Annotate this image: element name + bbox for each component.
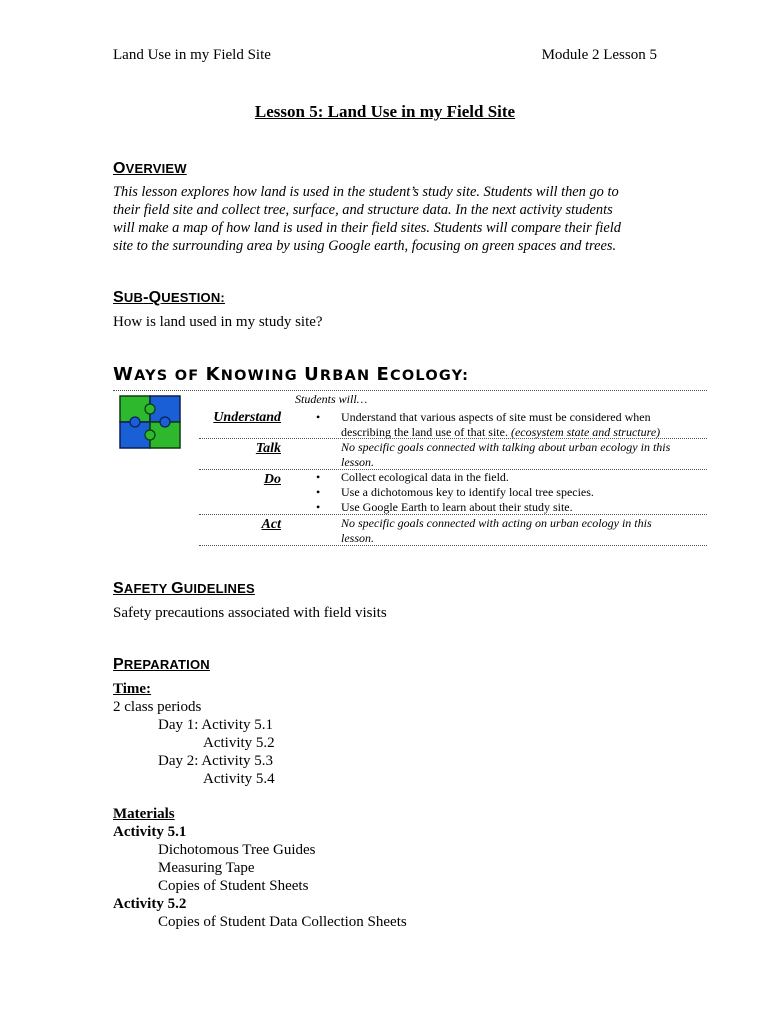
act-line: No specific goals connected with acting on urban ecology in this xyxy=(341,516,652,530)
overview-line: This lesson explores how land is used in the student’s study site. Students will then go to xyxy=(113,184,619,200)
class-periods: 2 class periods xyxy=(113,699,202,715)
preparation-heading: PREPARATION xyxy=(113,656,210,673)
act-text xyxy=(341,516,686,546)
understand-note: (ecosystem state and structure) xyxy=(510,425,661,439)
day1-activity-b: Activity 5.2 xyxy=(203,735,275,751)
bullet: • xyxy=(316,410,321,424)
do-item: Collect ecological data in the field. xyxy=(341,470,509,484)
understand-text xyxy=(341,410,686,440)
do-label: Do xyxy=(263,472,281,487)
overview-line: site to the surrounding area by using Google earth, focusing on green spaces and trees. xyxy=(113,238,617,254)
bullet: • xyxy=(316,485,321,499)
overview-line: will make a map of how land is used in their field sites. Students will compare their field xyxy=(113,220,621,236)
material-item: Measuring Tape xyxy=(158,860,255,876)
time-label: Time: xyxy=(113,681,152,697)
talk-line: No specific goals connected with talking about urban ecology in this xyxy=(341,440,671,454)
day2-activity-b: Activity 5.4 xyxy=(203,771,275,787)
day2-activity: Day 2: Activity 5.3 xyxy=(158,753,273,769)
row-divider xyxy=(199,438,707,439)
activity-5-1-label: Activity 5.1 xyxy=(113,824,187,840)
overview-text xyxy=(113,183,658,255)
sub-question-text: How is land used in my study site? xyxy=(113,314,323,330)
act-label: Act xyxy=(261,517,281,532)
talk-text xyxy=(341,440,686,470)
safety-heading: SAFETY GUIDELINES xyxy=(113,580,255,597)
act-line: lesson. xyxy=(341,531,374,545)
do-item: Use a dichotomous key to identify local tree species. xyxy=(341,485,594,499)
bullet: • xyxy=(316,470,321,484)
header-right: Module 2 Lesson 5 xyxy=(541,47,657,63)
sub-question-heading: SUB-QUESTION: xyxy=(113,289,225,306)
material-item: Copies of Student Data Collection Sheets xyxy=(158,914,407,930)
understand-line: describing the land use of that site. (ecosystem state and structure) xyxy=(341,425,661,439)
activity-5-2-label: Activity 5.2 xyxy=(113,896,187,912)
page-title: Lesson 5: Land Use in my Field Site xyxy=(254,102,516,121)
understand-line: Understand that various aspects of site must be considered when xyxy=(341,410,651,424)
bullet: • xyxy=(316,500,321,514)
talk-line: lesson. xyxy=(341,455,374,469)
do-item: Use Google Earth to learn about their study site. xyxy=(341,500,573,514)
understand-label: Understand xyxy=(213,410,281,425)
ways-bottom-rule xyxy=(199,545,707,546)
ways-top-rule xyxy=(113,390,707,391)
materials-label: Materials xyxy=(113,806,175,822)
safety-text: Safety precautions associated with field visits xyxy=(113,605,387,621)
talk-label: Talk xyxy=(255,441,281,456)
material-item: Copies of Student Sheets xyxy=(158,878,309,894)
ways-of-knowing-heading: WAYS OF KNOWING URBAN ECOLOGY: xyxy=(113,364,470,385)
students-will-label: Students will… xyxy=(295,392,368,406)
header-left: Land Use in my Field Site xyxy=(113,47,271,63)
material-item: Dichotomous Tree Guides xyxy=(158,842,316,858)
overview-heading: OVERVIEW xyxy=(113,160,187,177)
row-divider xyxy=(199,514,707,515)
overview-line: their field site and collect tree, surface, and structure data. In the next activity students xyxy=(113,202,613,218)
do-text xyxy=(341,470,686,515)
day1-activity: Day 1: Activity 5.1 xyxy=(158,717,273,733)
